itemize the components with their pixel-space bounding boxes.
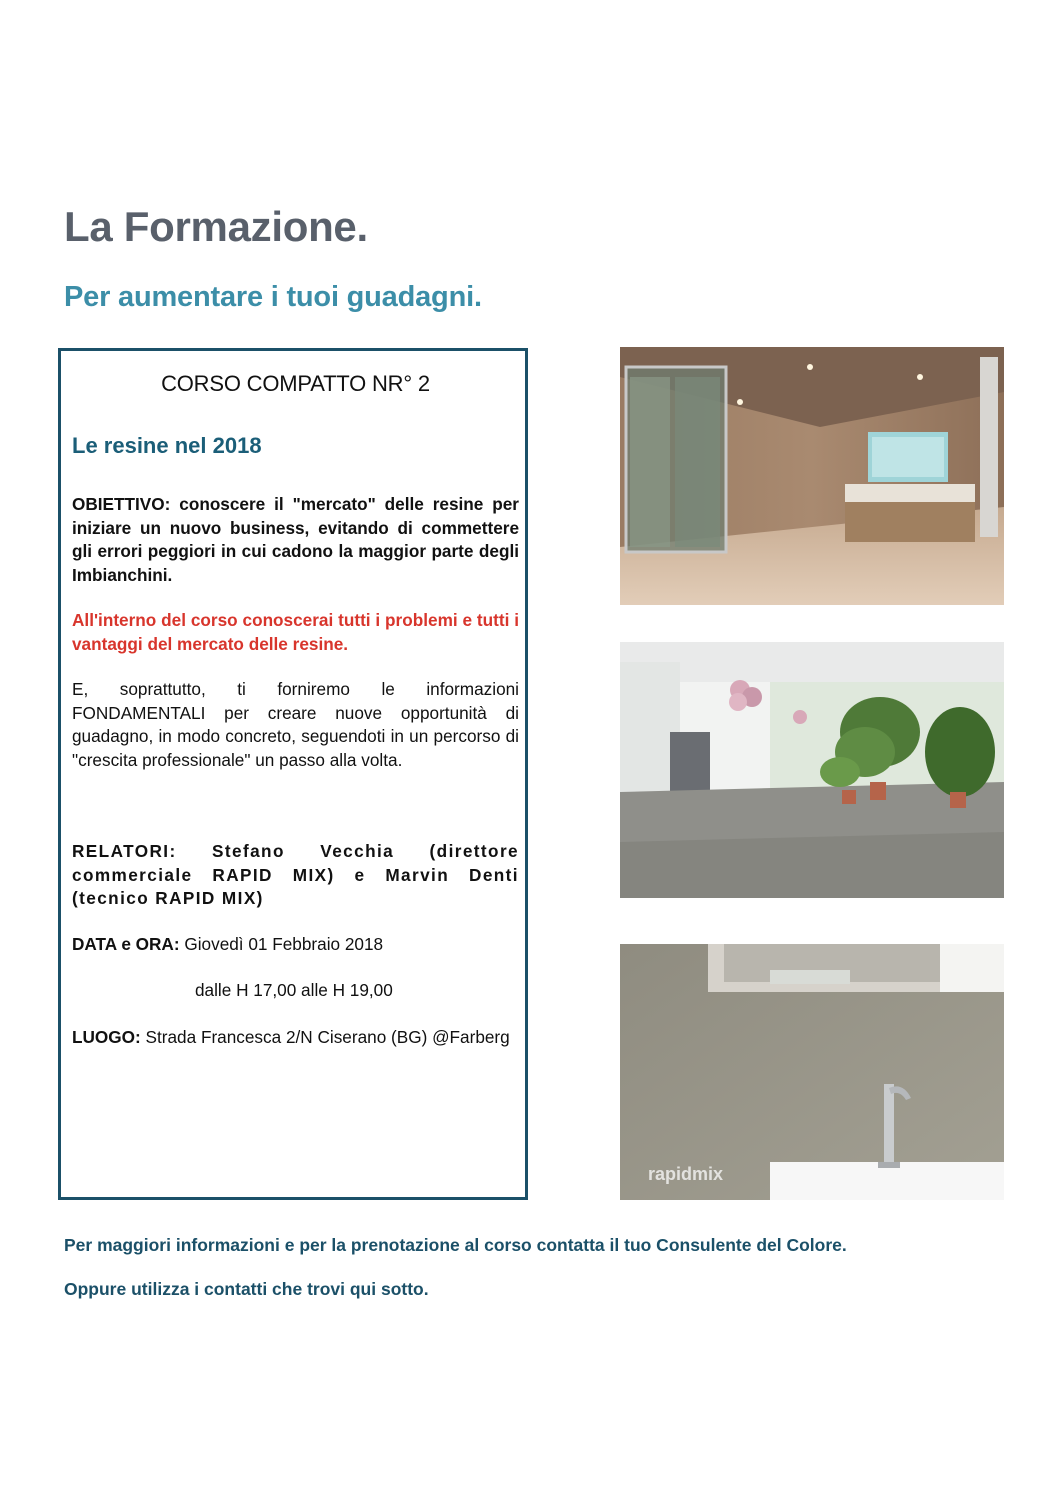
sink-illustration xyxy=(620,944,1004,1200)
footer-contacts-line: Oppure utilizza i contatti che trovi qui sotto. xyxy=(64,1279,429,1299)
living-room-photo xyxy=(620,642,1004,898)
objective-paragraph xyxy=(72,493,519,587)
place-value: Strada Francesca 2/N Ciserano (BG) @Farberg xyxy=(140,1027,510,1047)
rapidmix-logo: rapidmix xyxy=(648,1164,724,1184)
page-subtitle: Per aumentare i tuoi guadagni. xyxy=(64,281,482,313)
date-value: Giovedì 01 Febbraio 2018 xyxy=(179,934,384,954)
objective-text: conoscere il "mercato" delle resine per iniziare un nuovo business, evitando di commettere gli errori peggiori in cui cadono la maggior parte degli Imbianchini. xyxy=(72,494,519,585)
bathroom-photo xyxy=(620,347,1004,605)
bathroom-illustration xyxy=(620,347,1004,605)
place-line xyxy=(72,1026,519,1050)
page-title: La Formazione. xyxy=(64,203,368,250)
course-name: CORSO COMPATTO NR° 2 xyxy=(161,371,430,396)
sink-photo xyxy=(620,944,1004,1200)
speakers-paragraph: RELATORI: Stefano Vecchia (direttore commerciale RAPID MIX) e Marvin Denti (tecnico RAPID MIX) xyxy=(72,841,519,908)
living-room-illustration xyxy=(620,642,1004,898)
course-topic: Le resine nel 2018 xyxy=(72,433,262,458)
objective-label: OBIETTIVO: xyxy=(72,494,171,514)
date-label: DATA e ORA: xyxy=(72,934,180,954)
date-line xyxy=(72,933,519,957)
footer-info-line: Per maggiori informazioni e per la prenotazione al corso contatta il tuo Consulente del Colore. xyxy=(64,1235,847,1255)
time-line: dalle H 17,00 alle H 19,00 xyxy=(195,980,393,1000)
course-info-box xyxy=(58,348,528,1200)
place-label: LUOGO: xyxy=(72,1027,141,1047)
highlight-paragraph: All'interno del corso conoscerai tutti i problemi e tutti i vantaggi del mercato delle resine. xyxy=(72,610,519,654)
description-paragraph: E, soprattutto, ti forniremo le informazioni FONDAMENTALI per creare nuove opportunità di guadagno, in modo concreto, seguendoti in un percorso di "crescita professionale" un passo alla volta. xyxy=(72,679,519,770)
